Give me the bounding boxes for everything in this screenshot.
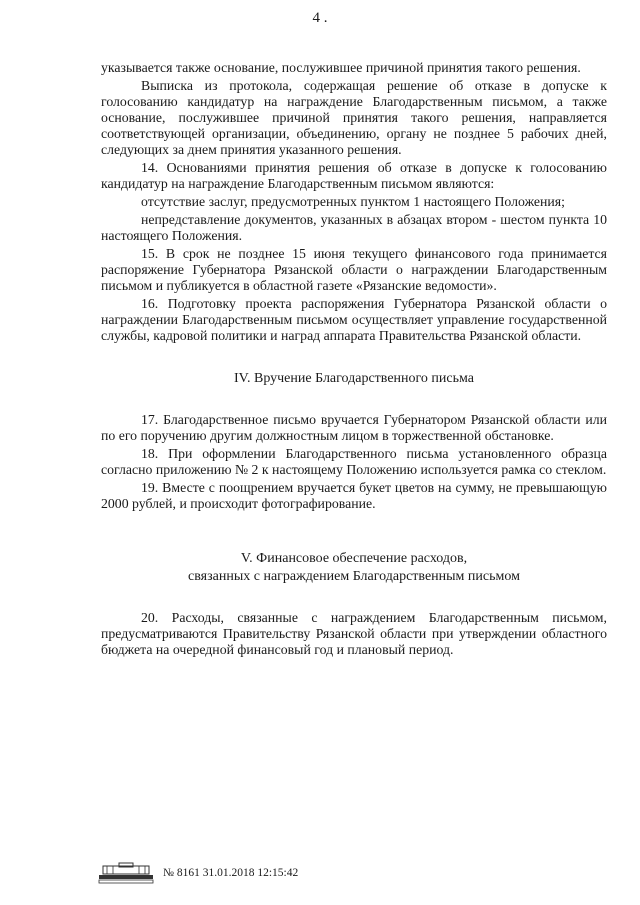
paragraph-no-merits: отсутствие заслуг, предусмотренных пунктом 1 настоящего Положения; [141,194,565,209]
paragraph-protocol-extract: Выписка из протокола, содержащая решение об отказе в допуске к голосованию кандидатур на награждение Благодарственным письмом, а также основание, послужившее причиной принятия такого решения, направляется соответствующей организации, объединению, органу не позднее 5 рабочих дней, следующих за днем принятия указанного решения. [101,78,607,157]
paragraph-17: 17. Благодарственное письмо вручается Губернатором Рязанской области или по его поручению другим должностным лицом в торжественной обстановке. [101,412,607,443]
paragraph-19: 19. Вместе с поощрением вручается букет цветов на сумму, не превышающую 2000 рублей, и происходит фотографирование. [101,480,607,511]
paragraph-no-documents: непредставление документов, указанных в абзацах втором - шестом пункта 10 настоящего Положения. [101,212,607,243]
paragraph-18: 18. При оформлении Благодарственного письма установленного образца согласно приложению № 2 к настоящему Положению используется рамка со стеклом. [101,446,607,477]
section-5-heading-line2: связанных с награждением Благодарственным письмом [188,569,520,584]
footer [97,862,417,884]
section-4-heading: IV. Вручение Благодарственного письма [234,371,474,386]
page-number: 4 . [312,10,328,26]
paragraph-14: 14. Основаниями принятия решения об отказе в допуске к голосованию кандидатур на награждение Благодарственным письмом являются: [101,160,607,191]
registration-number: № 8161 31.01.2018 12:15:42 [163,867,299,879]
paragraph-15: 15. В срок не позднее 15 июня текущего финансового года принимается распоряжение Губернатора Рязанской области о награждении Благодарственным письмом и публикуется в областной газете «Рязанские ведомости». [101,246,607,293]
document-body [101,60,607,660]
paragraph-continuation: указывается также основание, послужившее причиной принятия такого решения. [101,60,581,75]
section-5-heading-line1: V. Финансовое обеспечение расходов, [240,551,468,566]
paragraph-20: 20. Расходы, связанные с награждением Благодарственным письмом, предусматриваются Правительству Рязанской области при утверждении областного бюджета на очередной финансовый год и плановый период. [101,610,607,657]
registry-stamp-icon [97,862,155,884]
paragraph-16: 16. Подготовку проекта распоряжения Губернатора Рязанской области о награждении Благодарственным письмом осуществляет управление государственной службы, кадровой политики и наград аппарата Правительства Рязанской области. [101,296,607,343]
